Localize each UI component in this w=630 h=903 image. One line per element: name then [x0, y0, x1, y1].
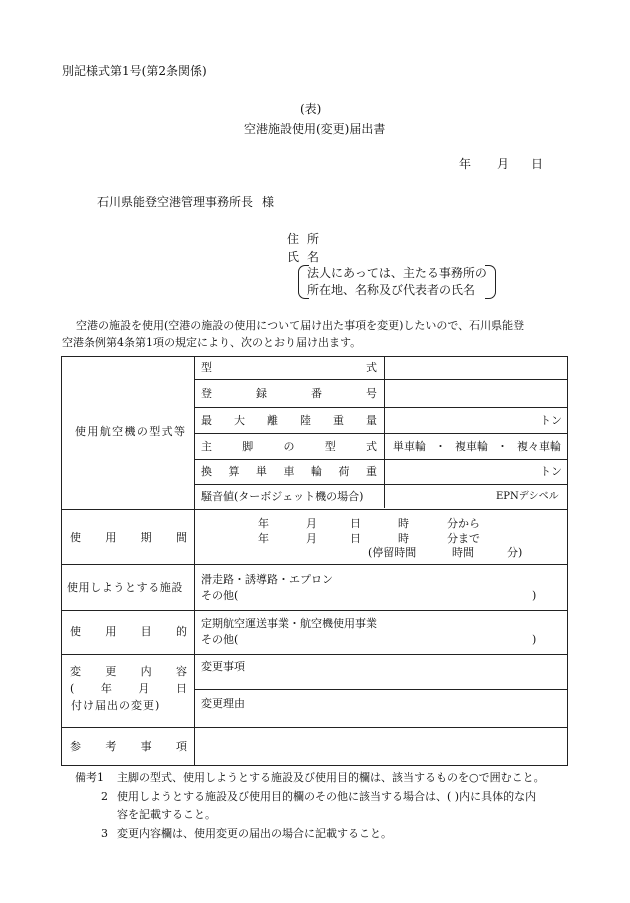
facility-other-label: その他( [201, 589, 239, 602]
unit-ton-weight: トン [540, 414, 562, 427]
purpose-other-label: その他( [201, 633, 239, 646]
note3-number: 3 [101, 827, 108, 840]
corp-note-line1: 法人にあっては、主たる事務所の [307, 266, 487, 280]
purpose-header: 使 用 目 的 [70, 625, 187, 638]
date-month-label: 月 [497, 157, 510, 171]
option-dual-wheel[interactable]: 複車輪 [455, 440, 488, 453]
facility-other-close: ) [532, 589, 537, 602]
side-label: (表) [300, 102, 322, 116]
field-aircraft-model[interactable] [388, 359, 564, 377]
period-from-month: 月 [306, 517, 317, 530]
facility-other-field[interactable] [252, 589, 528, 603]
name-label-2: 名 [307, 250, 320, 264]
stay-minutes-label: 分) [507, 546, 523, 559]
unit-epndb: EPNデシベル [496, 491, 559, 502]
facility-options[interactable]: 滑走路・誘導路・エプロン [201, 573, 333, 586]
change-header-line2: ( 年 月 日 [70, 682, 187, 695]
stay-time-label: (停留時間 [368, 546, 417, 559]
option-single-wheel[interactable]: 単車輪 [393, 440, 426, 453]
addressee: 石川県能登空港管理事務所長 [97, 195, 254, 209]
addressee-honorific: 様 [262, 195, 275, 209]
corp-note-line2: 所在地、名称及び代表者の氏名 [307, 283, 476, 297]
period-to-minute: 分まで [447, 532, 480, 545]
option-dual-tandem-wheel[interactable]: 複々車輪 [517, 440, 561, 453]
field-registration-number[interactable] [388, 383, 564, 403]
change-reason-field[interactable] [262, 693, 562, 723]
purpose-other-field[interactable] [252, 633, 528, 647]
purpose-other-close: ) [532, 633, 537, 646]
label-aircraft-model: 型 式 [201, 361, 377, 374]
period-to-year: 年 [258, 532, 269, 545]
right-bracket [485, 265, 496, 299]
note2-number: 2 [101, 790, 108, 803]
label-registration-number: 登 録 番 号 [201, 387, 377, 400]
change-reason-label: 変更理由 [201, 697, 245, 710]
address-label-2: 所 [307, 232, 320, 246]
unit-ton-eswl: トン [540, 465, 562, 478]
aircraft-type-header: 使 用 航 空 機 の 型 式 等 [75, 425, 185, 438]
form-title: 空港施設使用(変更)届出書 [244, 122, 386, 136]
note2-text-line1: 使用しようとする施設及び使用目的欄のその他に該当する場合は、( )内に具体的な内 [117, 790, 537, 803]
stay-hours-label: 時間 [452, 546, 474, 559]
period-to-day: 日 [350, 532, 361, 545]
purpose-options[interactable]: 定期航空運送事業・航空機使用事業 [201, 617, 377, 630]
period-to-month: 月 [306, 532, 317, 545]
period-from-minute: 分から [447, 517, 480, 530]
change-header-line3: 付け届出の変更) [71, 699, 161, 712]
period-to-hour: 時 [398, 532, 409, 545]
date-year-label: 年 [459, 157, 472, 171]
label-noise-level: 騒音値(ターボジェット機の場合) [201, 490, 364, 503]
note1-text: 主脚の型式、使用しようとする施設及び使用目的欄は、該当するものを○で囲むこと。 [117, 771, 545, 784]
body-text-line1: 空港の施設を使用(空港の施設の使用について届け出た事項を変更)したいので、石川県能登 [76, 319, 525, 332]
usage-period-header: 使 用 期 間 [70, 531, 187, 544]
change-item-label: 変更事項 [201, 660, 245, 673]
facility-header: 使用しようとする施設 [67, 581, 183, 594]
period-from-day: 日 [350, 517, 361, 530]
name-label-1: 氏 [287, 250, 300, 264]
change-item-field[interactable] [262, 657, 562, 685]
period-from-hour: 時 [398, 517, 409, 530]
form-number: 別記様式第1号(第2条関係) [62, 64, 207, 78]
label-max-takeoff-weight: 最 大 離 陸 重 量 [201, 414, 377, 427]
note3-text: 変更内容欄は、使用変更の届出の場合に記載すること。 [117, 827, 392, 840]
period-from-year: 年 [258, 517, 269, 530]
label-main-gear-type: 主 脚 の 型 式 [201, 440, 377, 453]
application-table [61, 356, 568, 766]
reference-header: 参 考 事 項 [70, 740, 187, 753]
body-text-line2: 空港条例第4条第1項の規定により、次のとおり届け出ます。 [62, 336, 362, 349]
date-day-label: 日 [531, 157, 544, 171]
address-label-1: 住 [287, 232, 300, 246]
label-eswl: 換 算 単 車 輪 荷 重 [201, 465, 377, 478]
reference-field[interactable] [198, 731, 562, 763]
main-gear-options[interactable]: 単車輪 ・ 複車輪 ・ 複々車輪 [393, 440, 561, 453]
change-header-line1: 変 更 内 容 [70, 665, 187, 678]
note2-text-line2: 容を記載すること。 [117, 808, 216, 821]
note1-prefix: 備考1 [75, 771, 104, 784]
